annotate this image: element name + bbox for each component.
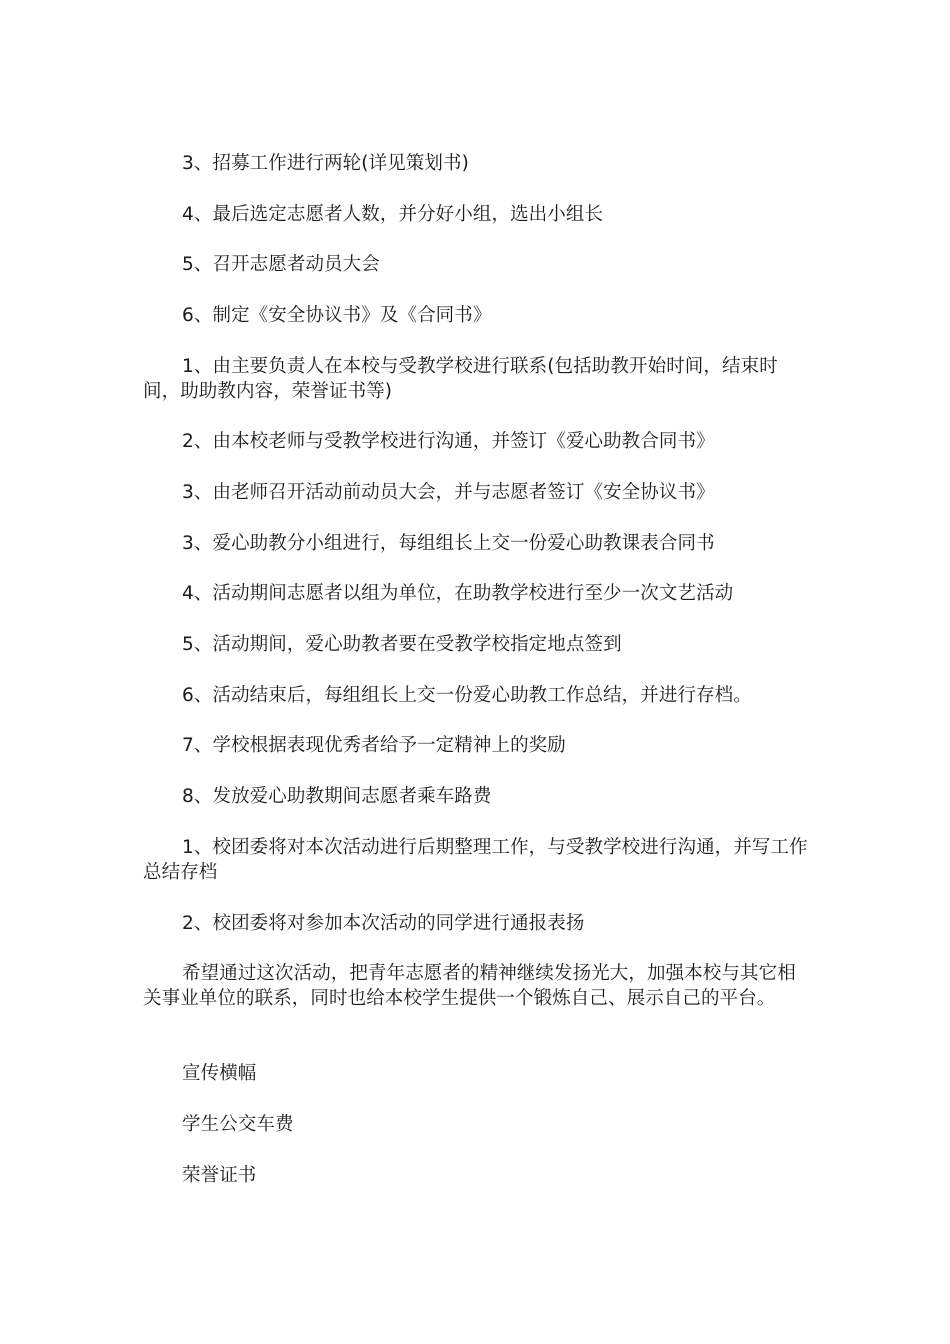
paragraph-11: 6、活动结束后，每组组长上交一份爱心助教工作总结，并进行存档。 bbox=[182, 685, 752, 706]
paragraph-18: 学生公交车费 bbox=[182, 1114, 294, 1135]
paragraph-14: 1、校团委将对本次活动进行后期整理工作，与受教学校进行沟通，并写工作总结存档 bbox=[143, 837, 808, 883]
paragraph-12: 7、学校根据表现优秀者给予一定精神上的奖励 bbox=[182, 735, 566, 756]
paragraph-16: 希望通过这次活动，把青年志愿者的精神继续发扬光大，加强本校与其它相关事业单位的联系，同时也给本校学生提供一个锻炼自己、展示自己的平台。 bbox=[143, 963, 796, 1009]
paragraph-8: 3、爱心助教分小组进行，每组组长上交一份爱心助教课表合同书 bbox=[182, 533, 715, 554]
paragraph-2: 4、最后选定志愿者人数，并分好小组，选出小组长 bbox=[182, 204, 604, 225]
paragraph-13: 8、发放爱心助教期间志愿者乘车路费 bbox=[182, 786, 492, 807]
paragraph-6: 2、由本校老师与受教学校进行沟通，并签订《爱心助教合同书》 bbox=[182, 431, 715, 452]
paragraph-5: 1、由主要负责人在本校与受教学校进行联系(包括助教开始时间，结束时间，助助教内容，荣誉证书等) bbox=[143, 356, 778, 402]
paragraph-3: 5、召开志愿者动员大会 bbox=[182, 254, 380, 275]
paragraph-7: 3、由老师召开活动前动员大会，并与志愿者签订《安全协议书》 bbox=[182, 482, 715, 503]
paragraph-1: 3、招募工作进行两轮(详见策划书) bbox=[182, 153, 469, 174]
paragraph-17: 宣传横幅 bbox=[182, 1063, 257, 1084]
paragraph-4: 6、制定《安全协议书》及《合同书》 bbox=[182, 305, 492, 326]
paragraph-19: 荣誉证书 bbox=[182, 1165, 257, 1186]
paragraph-9: 4、活动期间志愿者以组为单位，在助教学校进行至少一次文艺活动 bbox=[182, 583, 734, 604]
paragraph-10: 5、活动期间，爱心助教者要在受教学校指定地点签到 bbox=[182, 634, 622, 655]
paragraph-15: 2、校团委将对参加本次活动的同学进行通报表扬 bbox=[182, 913, 585, 934]
